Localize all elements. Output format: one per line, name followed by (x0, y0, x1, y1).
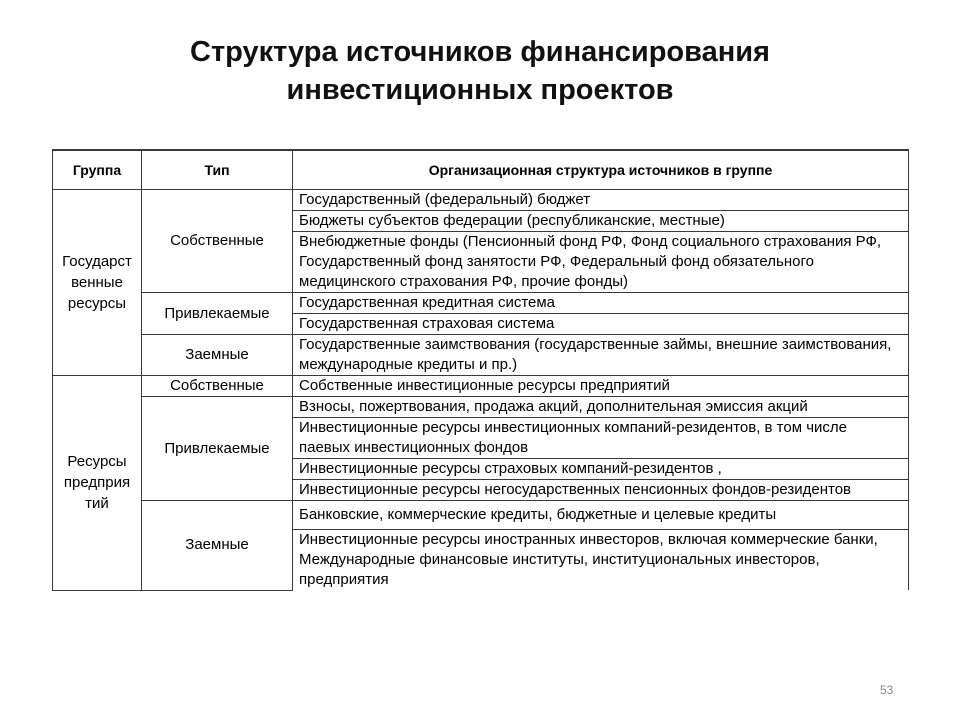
type-cell: Собственные (142, 376, 293, 397)
type-cell: Привлекаемые (142, 293, 293, 335)
source-item: Инвестиционные ресурсы негосударственных пенсионных фондов-резидентов (293, 480, 909, 501)
slide-title-line-1: Структура источников финансирования (190, 36, 770, 68)
header-type: Тип (142, 150, 293, 190)
table-row (53, 376, 909, 397)
sources-table (52, 149, 909, 591)
source-item: Инвестиционные ресурсы иностранных инвесторов, включая коммерческие банки, Международные финансовые институты, институциональных инвесторов, предприятия (293, 530, 909, 591)
header-org-structure: Организационная структура источников в группе (293, 150, 909, 190)
slide-title (0, 33, 960, 109)
table-row (53, 397, 909, 418)
source-item: Государственная страховая система (293, 314, 909, 335)
source-item: Банковские, коммерческие кредиты, бюджетные и целевые кредиты (293, 501, 909, 530)
table-row (53, 190, 909, 211)
type-cell: Привлекаемые (142, 397, 293, 501)
group-name-line: Ресурсы (67, 453, 127, 471)
group-name-line: тий (85, 495, 109, 513)
source-item: Бюджеты субъектов федерации (республиканские, местные) (293, 211, 909, 232)
source-item: Внебюджетные фонды (Пенсионный фонд РФ, Фонд социального страхования РФ, Государственный фонд занятости РФ, Федеральный фонд обязательного медицинского страхования РФ, прочие фонды) (293, 232, 909, 293)
table-row (53, 501, 909, 530)
type-cell: Заемные (142, 501, 293, 591)
group-name-line: ресурсы (67, 295, 127, 312)
page-number: 53 (880, 683, 894, 697)
group-cell-state (53, 190, 142, 376)
slide-title-line-2: инвестиционных проектов (286, 74, 674, 106)
source-item: Государственный (федеральный) бюджет (293, 190, 909, 211)
table-row (53, 293, 909, 314)
source-item: Государственные заимствования (государственные займы, внешние заимствования, международные кредиты и пр.) (293, 335, 909, 376)
table-header-row (53, 150, 909, 190)
table-row (53, 335, 909, 376)
source-item: Государственная кредитная система (293, 293, 909, 314)
type-cell: Собственные (142, 190, 293, 293)
group-name-line: Государст (62, 253, 132, 270)
group-cell-enterprise (53, 376, 142, 591)
type-cell: Заемные (142, 335, 293, 376)
group-name-line: предприя (63, 474, 131, 492)
source-item: Инвестиционные ресурсы инвестиционных компаний-резидентов, в том числе паевых инвестиционных фондов (293, 418, 909, 459)
source-item: Собственные инвестиционные ресурсы предприятий (293, 376, 909, 397)
group-name-line: венные (71, 274, 123, 291)
source-item: Инвестиционные ресурсы страховых компаний-резидентов , (293, 459, 909, 480)
source-item: Взносы, пожертвования, продажа акций, дополнительная эмиссия акций (293, 397, 909, 418)
header-group: Группа (53, 150, 142, 190)
